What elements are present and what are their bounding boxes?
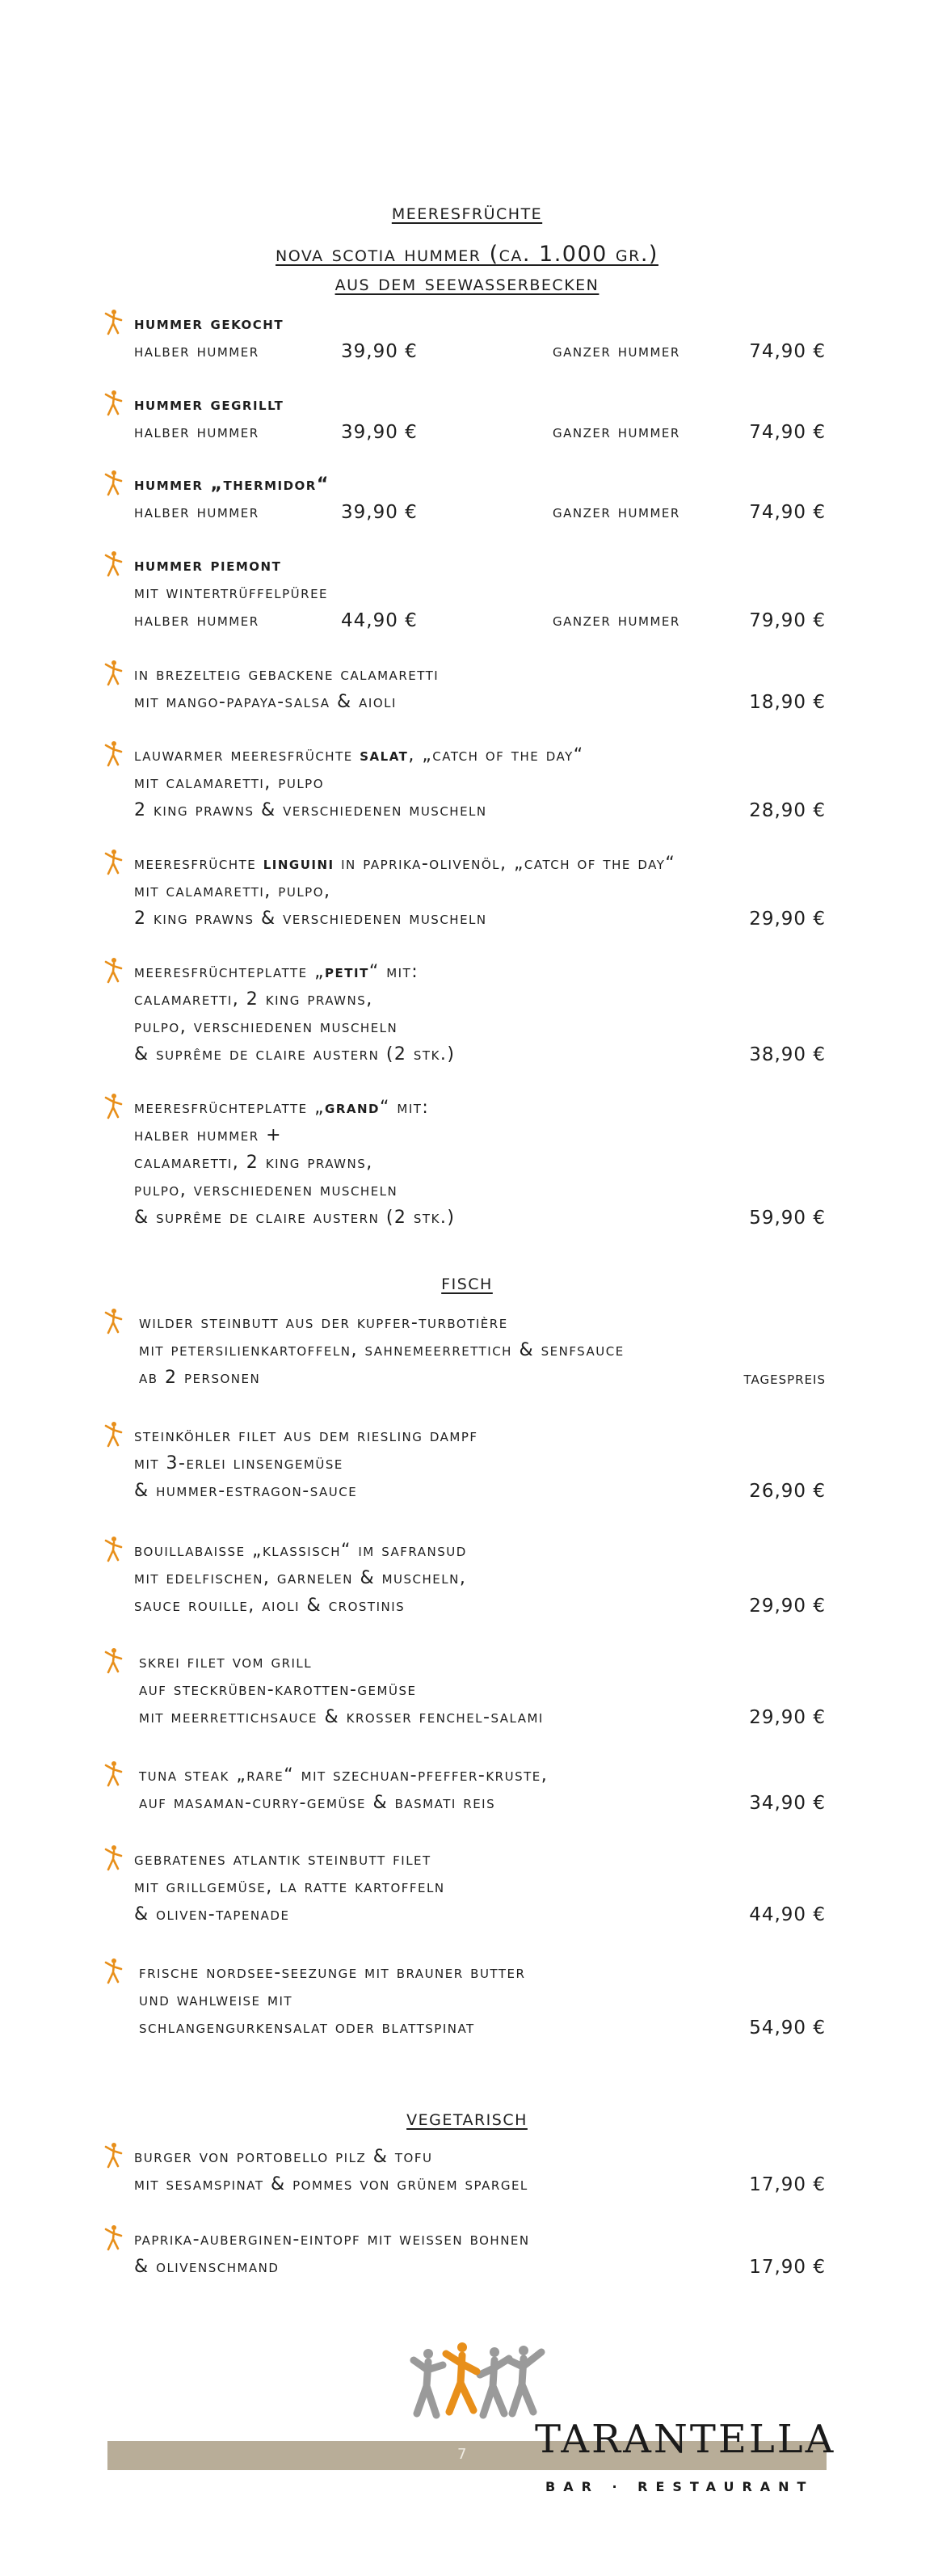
lobster-subtitle: nova scotia hummer (ca. 1.000 gr.) — [276, 242, 658, 267]
whole-price: 74,90 € — [749, 422, 826, 443]
brand-tagline: BAR · RESTAURANT — [545, 2479, 814, 2494]
menu-item-lobster-grilled: hummer gegrillt halber hummer 39,90 € ganzer hummer 74,90 € — [107, 391, 826, 446]
menu-item-coalfish: steinköhler filet aus dem riesling dampf mit 3-erlei linsengemüse & hummer-estragon-sauce 26,90 € — [107, 1423, 826, 1505]
section-title-fish: fisch — [441, 1270, 493, 1295]
menu-item-skrei: skrei filet vom grill auf steckrüben-karotten-gemüse mit meerrettichsauce & krosser fenchel-salami 29,90 € — [107, 1649, 826, 1731]
item-price: 26,90 € — [749, 1481, 826, 1502]
lobster-origin: aus dem seewasserbecken — [334, 271, 600, 296]
menu-item-platter-petit: meeresfrüchteplatte „petit“ mit: calamaretti, 2 king prawns, pulpo, verschiedenen muscheln & suprême de claire austern (2 stk.) 38,90 € — [107, 959, 826, 1069]
menu-item-eggplant-stew: paprika-auberginen-eintopf mit weissen bohnen & olivenschmand 17,90 € — [107, 2226, 826, 2281]
menu-item-lobster-thermidor: hummer „thermidor“ halber hummer 39,90 € ganzer hummer 74,90 € — [107, 471, 826, 526]
menu-item-turbot: wilder steinbutt aus der kupfer-turbotière mit petersilienkartoffeln, sahnemeerrettich & senfsauce ab 2 personen tagespreis — [107, 1309, 826, 1392]
whole-price: 74,90 € — [749, 341, 826, 362]
item-price: 17,90 € — [749, 2174, 826, 2195]
menu-item-calamaretti: in brezelteig gebackene calamaretti mit mango-papaya-salsa & aioli 18,90 € — [107, 661, 826, 716]
menu-item-sole: frische nordsee-seezunge mit brauner butter und wahlweise mit schlangengurkensalat oder blattspinat 54,90 € — [107, 1959, 826, 2042]
whole-price: 79,90 € — [749, 610, 826, 631]
menu-item-atlantic-turbot: gebratenes atlantik steinbutt filet mit grillgemüse, la ratte kartoffeln & oliven-tapenade 44,90 € — [107, 1846, 826, 1929]
section-title-seafood: meeresfrüchte — [391, 200, 543, 225]
half-price: 39,90 € — [341, 341, 418, 362]
item-price: 29,90 € — [749, 1596, 826, 1617]
footer — [0, 2336, 934, 2530]
brand-name: TARANTELLA — [535, 2417, 836, 2462]
whole-price: 74,90 € — [749, 502, 826, 523]
item-price: 29,90 € — [749, 909, 826, 930]
item-price: 59,90 € — [749, 1208, 826, 1229]
item-price: tagespreis — [743, 1368, 826, 1388]
half-price: 44,90 € — [341, 610, 418, 631]
half-price: 39,90 € — [341, 422, 418, 443]
menu-item-platter-grand: meeresfrüchteplatte „grand“ mit: halber hummer + calamaretti, 2 king prawns, pulpo, verschiedenen muscheln & suprême de claire austern (2 stk.) 59,90 € — [107, 1094, 826, 1232]
item-price: 38,90 € — [749, 1044, 826, 1065]
menu-item-seafood-linguini: meeresfrüchte linguini in paprika-olivenöl, „catch of the day“ mit calamaretti, pulpo, 2 king prawns & verschiedenen muscheln 29,90 € — [107, 850, 826, 933]
item-price: 44,90 € — [749, 1904, 826, 1925]
menu-item-lobster-boiled: hummer gekocht halber hummer 39,90 € ganzer hummer 74,90 € — [107, 310, 826, 365]
menu-item-tuna: tuna steak „rare“ mit szechuan-pfeffer-kruste, auf masaman-curry-gemüse & basmati reis 34,90 € — [107, 1762, 826, 1817]
item-price: 54,90 € — [749, 2017, 826, 2038]
menu-item-seafood-salad: lauwarmer meeresfrüchte salat, „catch of the day“ mit calamaretti, pulpo 2 king prawns & verschiedenen muscheln 28,90 € — [107, 742, 826, 824]
item-price: 17,90 € — [749, 2257, 826, 2278]
item-price: 18,90 € — [749, 692, 826, 713]
item-price: 34,90 € — [749, 1793, 826, 1814]
section-title-vegetarian: vegetarisch — [406, 2106, 528, 2131]
menu-item-lobster-piemont: hummer piemont mit wintertrüffelpüree halber hummer 44,90 € ganzer hummer 79,90 € — [107, 552, 826, 635]
menu-item-portobello-burger: burger von portobello pilz & tofu mit sesamspinat & pommes von grünem spargel 17,90 € — [107, 2144, 826, 2199]
item-price: 29,90 € — [749, 1707, 826, 1728]
item-price: 28,90 € — [749, 800, 826, 821]
half-price: 39,90 € — [341, 502, 418, 523]
menu-item-bouillabaisse: bouillabaisse „klassisch“ im safransud mit edelfischen, garnelen & muscheln, sauce rouille, aioli & crostinis 29,90 € — [107, 1537, 826, 1620]
page-number: 7 — [457, 2446, 467, 2463]
